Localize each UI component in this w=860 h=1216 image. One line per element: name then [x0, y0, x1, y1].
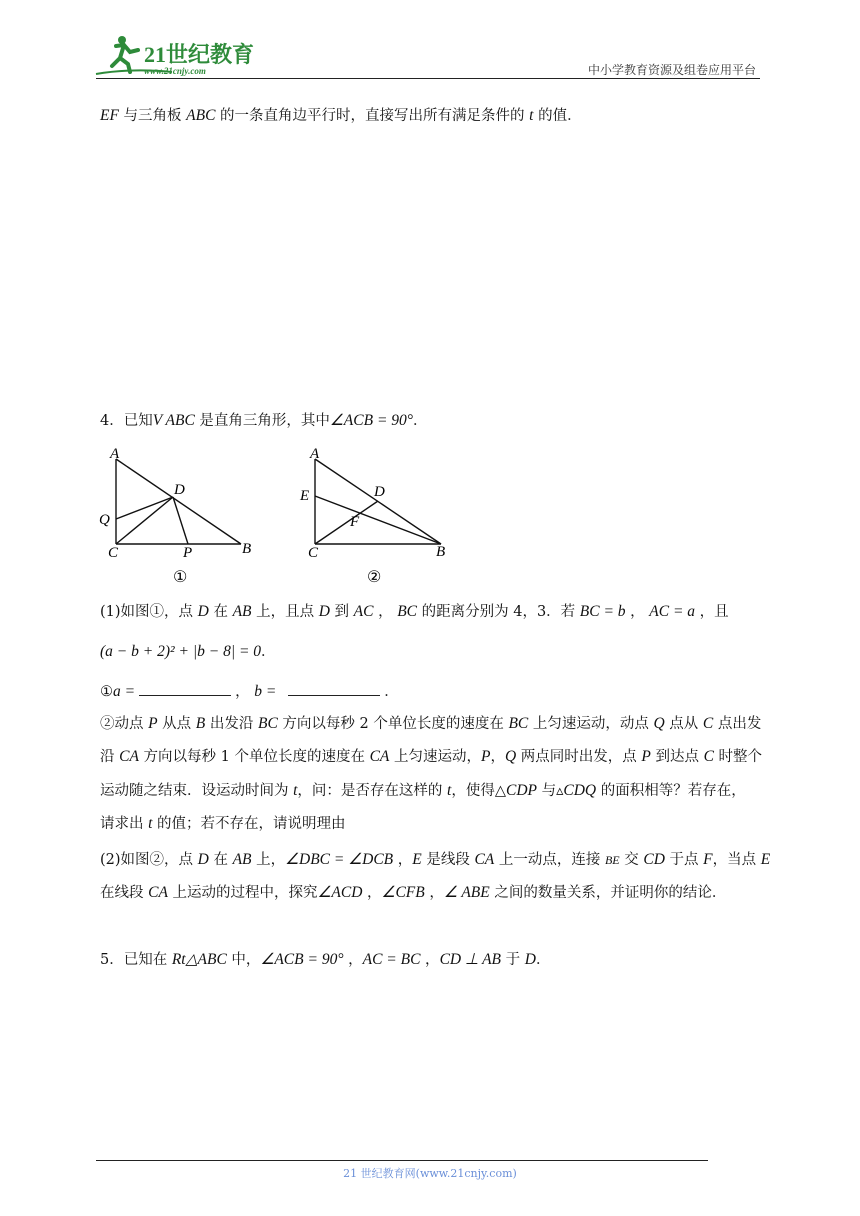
fig2-label-C: C [308, 545, 319, 561]
text-span: ， [343, 952, 363, 968]
q4-part1-sub2-line4 [100, 814, 346, 834]
text-span: CA [119, 748, 139, 765]
text-span: ， [393, 852, 413, 868]
text-span: t [447, 782, 452, 799]
text-span: 从点 [157, 716, 196, 732]
text-span: b = [254, 683, 277, 700]
text-span: ， [362, 885, 382, 901]
figure-2 [295, 440, 465, 590]
text-span: 与▵ [537, 783, 564, 799]
text-span: 在 [208, 604, 233, 620]
text-span: 沿 [100, 749, 120, 765]
formula-end: ． [261, 644, 276, 660]
answer-blank-b[interactable] [288, 681, 380, 696]
text-span: (1)如图①，点 [100, 604, 198, 620]
text-span: C [702, 715, 714, 732]
q4-part1-sub2-line2 [100, 747, 762, 767]
text-span: CA [148, 884, 168, 901]
q4-stem-math: ∠ACB = 90° [329, 412, 413, 429]
q3-text: 与三角板 [118, 108, 187, 124]
text-span: 请求出 [100, 816, 149, 832]
fig2-label-A: A [310, 446, 320, 462]
text-span: AB [232, 851, 252, 868]
q4-part1-sub1 [100, 681, 399, 702]
text-span: 于 [501, 952, 525, 968]
figure-1 [95, 440, 265, 590]
fig1-label-C: C [108, 545, 119, 561]
fig1-label-D: D [174, 482, 185, 498]
logo-url: www.21cnjy.com [144, 66, 206, 76]
text-span: AC = a [649, 603, 696, 620]
q4-stem-text: 是直角三角形，其中 [194, 413, 330, 429]
text-span: ， [420, 952, 440, 968]
q4-part1-sub2-line1 [100, 714, 761, 734]
text-span: 上匀速运动， [389, 749, 482, 765]
fig2-label-E: E [300, 488, 310, 504]
text-span: 时整个 [713, 749, 763, 765]
text-span: ． [384, 684, 399, 700]
text-span: D [524, 951, 536, 968]
text-span: P [148, 715, 158, 732]
answer-blank-a[interactable] [139, 681, 231, 696]
text-span: 之间的数量关系，并证明你的结论． [489, 885, 727, 901]
text-span: 交 [619, 852, 644, 868]
formula-text: (a − b + 2)² + |b − 8| = 0 [100, 643, 262, 660]
fig1-label-B: B [242, 541, 252, 557]
text-span: 的面积相等？若存在， [596, 783, 746, 799]
text-span: CD [643, 851, 665, 868]
text-span: 上一动点，连接 [494, 852, 605, 868]
fig1-label-Q: Q [99, 512, 110, 528]
q4-part1-formula [100, 642, 276, 662]
q4-stem-text: 4．已知 [100, 413, 153, 429]
text-span: BE [604, 853, 620, 867]
text-span: CA [474, 851, 495, 868]
text-span: ， [373, 604, 398, 620]
q4-part2-line1 [100, 850, 770, 870]
text-span: ，问：是否存在这样的 [297, 783, 448, 799]
text-span: Q [504, 748, 517, 765]
text-span: t [293, 782, 298, 799]
text-span: D [197, 851, 209, 868]
text-span: BC [508, 715, 529, 732]
q3-text: 的一条直角边平行时，直接写出所有满足条件的 [215, 108, 530, 124]
text-span: BC = b [579, 603, 626, 620]
text-span: 两点同时出发，点 [516, 749, 642, 765]
text-span: a = [113, 683, 136, 700]
text-span: 上，且点 [251, 604, 319, 620]
text-span: 上运动的过程中，探究 [167, 885, 318, 901]
text-span: 上， [251, 852, 286, 868]
q3-math: EF [100, 107, 119, 124]
text-span: AC [353, 603, 374, 620]
text-span: D [318, 603, 330, 620]
text-span: ， [625, 604, 650, 620]
text-span: Q [653, 715, 665, 732]
text-span: 运动随之结束．设运动时间为 [100, 783, 294, 799]
text-span: 上匀速运动，动点 [528, 716, 654, 732]
q4-part1-sub2-line3 [100, 781, 746, 801]
text-span: 方向以每秒 1 个单位长度的速度在 [138, 749, 370, 765]
text-span: 点从 [664, 716, 703, 732]
text-span: 方向以每秒 2 个单位长度的速度在 [277, 716, 509, 732]
text-span: ∠ACB = 90° [260, 951, 344, 968]
fig2-label-D: D [374, 484, 385, 500]
text-span: D [197, 603, 209, 620]
text-span: 在线段 [100, 885, 149, 901]
text-span: CA [369, 748, 390, 765]
text-span: t [148, 815, 153, 832]
text-span: 5．已知在 [100, 952, 172, 968]
text-span: 是线段 [421, 852, 475, 868]
text-span: ，且 [695, 604, 729, 620]
text-span: 于点 [664, 852, 704, 868]
text-span: ∠DBC = ∠DCB [285, 851, 394, 868]
fig2-caption: ② [367, 569, 382, 586]
footer-link[interactable]: 21 世纪教育网(www.21cnjy.com) [343, 1167, 517, 1180]
fig1-label-A: A [110, 446, 120, 462]
text-span: ， [235, 684, 250, 700]
text-span: Rt△ABC [171, 951, 227, 968]
text-span: ① [100, 684, 113, 700]
text-span: AC = BC [362, 951, 421, 968]
text-span: 到达点 [650, 749, 704, 765]
text-span: ， [424, 885, 444, 901]
q4-part2-line2 [100, 883, 726, 903]
header-divider [96, 78, 760, 79]
q5-stem [100, 950, 550, 970]
text-span: 中， [226, 952, 261, 968]
text-span: 的值；若不存在，请说明理由 [152, 816, 346, 832]
text-span: E [760, 851, 771, 868]
text-span: ∠ACD [317, 884, 363, 901]
q4-stem-text: ． [412, 413, 428, 429]
text-span: CDQ [563, 782, 597, 799]
q3-math: ABC [186, 107, 216, 124]
logo-text: 21世纪教育 [144, 42, 255, 67]
q4-stem-math: V ABC [152, 412, 195, 429]
footer-divider [96, 1160, 708, 1161]
text-span: ②动点 [100, 716, 149, 732]
text-span: F [703, 851, 713, 868]
text-span: CDP [506, 782, 537, 799]
text-span: BC [397, 603, 417, 620]
text-span: C [703, 748, 714, 765]
text-span: 到 [329, 604, 354, 620]
text-span: P [641, 748, 651, 765]
text-span: ∠CFB [381, 884, 425, 901]
text-span: ，使得△ [451, 783, 506, 799]
text-span: 在 [208, 852, 233, 868]
text-span: 出发沿 [205, 716, 258, 732]
text-span: BC [257, 715, 278, 732]
text-span: P [481, 748, 491, 765]
text-span: ∠ ABE [443, 884, 490, 901]
q4-part1-line1 [100, 602, 729, 622]
fig2-label-B: B [436, 544, 446, 560]
fig1-label-P: P [183, 545, 193, 561]
q4-stem [100, 411, 427, 431]
text-span: AB [232, 603, 252, 620]
text-span: ，当点 [712, 852, 761, 868]
site-logo [92, 30, 262, 80]
q3-text: 的值． [533, 108, 582, 124]
text-span: CD ⊥ AB [439, 951, 502, 968]
q3-math: t [529, 107, 534, 124]
text-span: E [412, 851, 422, 868]
text-span: B [195, 715, 206, 732]
header-platform-text: 中小学教育资源及组卷应用平台 [587, 63, 756, 77]
text-span: 的距离分别为 4，3．若 [417, 604, 580, 620]
text-span: (2)如图②，点 [100, 852, 198, 868]
q3-tail-line [100, 106, 582, 126]
fig2-label-F: F [350, 514, 360, 530]
text-span: ， [490, 749, 505, 765]
fig1-caption: ① [173, 569, 188, 586]
text-span: 点出发 [713, 716, 762, 732]
text-span: ． [535, 952, 551, 968]
